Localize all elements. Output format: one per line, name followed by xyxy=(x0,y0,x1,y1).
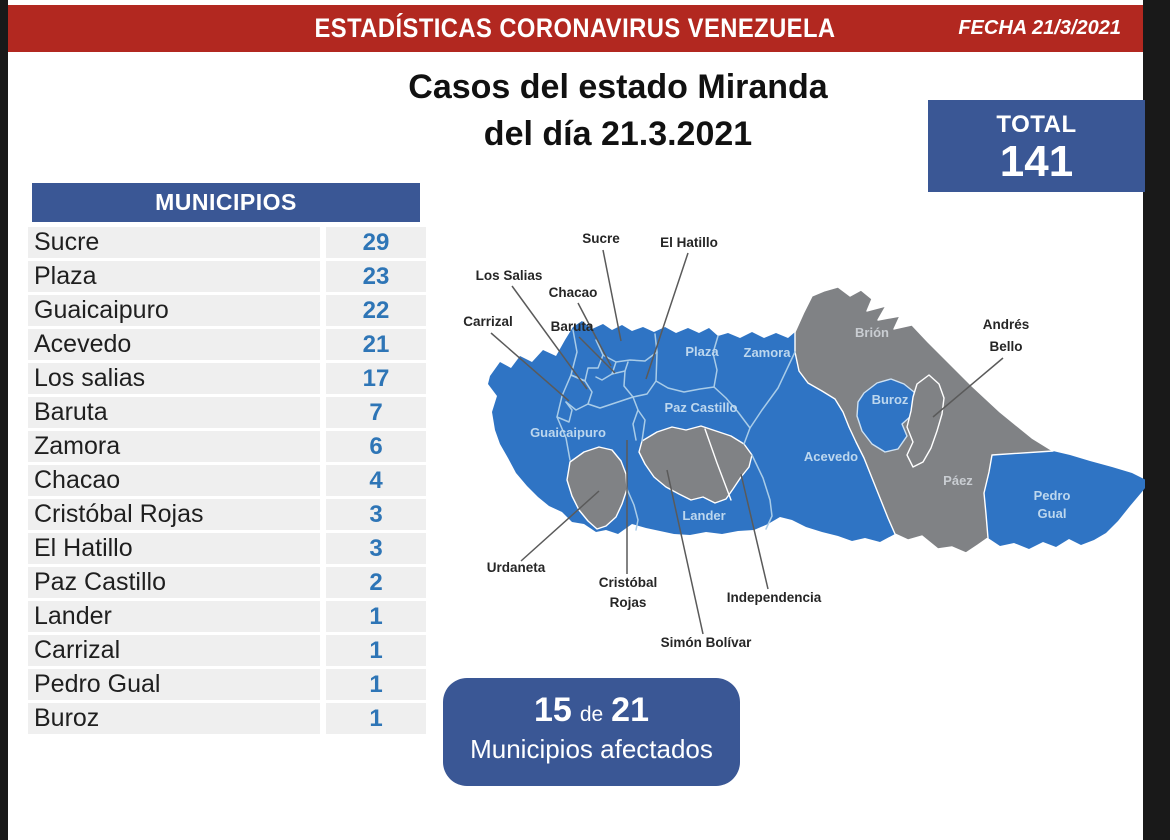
map-label-simon-bolivar: Simón Bolívar xyxy=(660,635,752,650)
table-row xyxy=(28,533,428,564)
map-label-lander: Lander xyxy=(682,508,726,523)
screen-edge-left xyxy=(0,0,8,840)
row-name: Paz Castillo xyxy=(28,567,320,598)
map-label-cristobal: Cristóbal xyxy=(598,575,658,590)
map-label-gual: Gual xyxy=(1037,506,1067,521)
row-value: 6 xyxy=(326,431,426,462)
map-label-independencia: Independencia xyxy=(726,590,822,605)
row-value: 22 xyxy=(326,295,426,326)
municipality-total: 21 xyxy=(611,691,649,729)
map-label-paz-castillo: Paz Castillo xyxy=(664,400,738,415)
municipios-table xyxy=(28,227,428,737)
row-value: 21 xyxy=(326,329,426,360)
row-value: 2 xyxy=(326,567,426,598)
row-name: Los salias xyxy=(28,363,320,394)
row-name: Lander xyxy=(28,601,320,632)
map-label-chacao: Chacao xyxy=(548,285,598,300)
map-label-guaicaipuro: Guaicaipuro xyxy=(530,425,606,440)
row-name: Zamora xyxy=(28,431,320,462)
row-name: Baruta xyxy=(28,397,320,428)
map-label-zamora: Zamora xyxy=(743,345,791,360)
total-label: TOTAL xyxy=(996,111,1077,138)
table-header: MUNICIPIOS xyxy=(32,183,420,222)
row-value: 1 xyxy=(326,703,426,734)
map-label-buroz: Buroz xyxy=(871,392,909,407)
row-value: 4 xyxy=(326,465,426,496)
header-title: ESTADÍSTICAS CORONAVIRUS VENEZUELA xyxy=(314,13,836,43)
map-label-rojas: Rojas xyxy=(609,595,647,610)
map-label-plaza: Plaza xyxy=(685,344,719,359)
row-name: Acevedo xyxy=(28,329,320,360)
row-value: 17 xyxy=(326,363,426,394)
page-title-line2: del día 21.3.2021 xyxy=(483,115,753,153)
row-value: 29 xyxy=(326,227,426,258)
map-label-brion: Brión xyxy=(855,325,889,340)
row-name: Buroz xyxy=(28,703,320,734)
table-row xyxy=(28,227,428,258)
map-label-bello: Bello xyxy=(989,339,1023,354)
page-title xyxy=(398,64,838,158)
table-row xyxy=(28,601,428,632)
map-label-los-salias: Los Salias xyxy=(475,268,543,283)
table-row xyxy=(28,295,428,326)
table-row xyxy=(28,261,428,292)
table-row xyxy=(28,465,428,496)
map-label-urdaneta: Urdaneta xyxy=(486,560,546,575)
row-value: 3 xyxy=(326,533,426,564)
miranda-map xyxy=(440,230,1145,660)
row-value: 1 xyxy=(326,601,426,632)
affected-connector: de xyxy=(579,703,604,726)
row-name: Sucre xyxy=(28,227,320,258)
row-name: El Hatillo xyxy=(28,533,320,564)
row-value: 23 xyxy=(326,261,426,292)
affected-summary-box xyxy=(443,678,740,786)
map-label-acevedo: Acevedo xyxy=(803,449,859,464)
page-title-line1: Casos del estado Miranda xyxy=(408,68,828,106)
map-label-pedro: Pedro xyxy=(1033,488,1071,503)
row-value: 7 xyxy=(326,397,426,428)
map-label-paez: Páez xyxy=(943,473,973,488)
row-name: Chacao xyxy=(28,465,320,496)
map-label-carrizal: Carrizal xyxy=(463,314,513,329)
table-row xyxy=(28,363,428,394)
screen-edge-right xyxy=(1143,0,1170,840)
affected-caption: Municipios afectados xyxy=(470,734,713,764)
header-date: FECHA 21/3/2021 xyxy=(958,17,1121,39)
row-name: Plaza xyxy=(28,261,320,292)
row-name: Carrizal xyxy=(28,635,320,666)
row-name: Cristóbal Rojas xyxy=(28,499,320,530)
table-row xyxy=(28,397,428,428)
table-row xyxy=(28,499,428,530)
map-label-sucre: Sucre xyxy=(582,231,620,246)
table-row xyxy=(28,431,428,462)
total-box xyxy=(928,100,1145,192)
map-label-andres: Andrés xyxy=(982,317,1030,332)
row-name: Guaicaipuro xyxy=(28,295,320,326)
table-row xyxy=(28,329,428,360)
row-value: 3 xyxy=(326,499,426,530)
total-value: 141 xyxy=(999,137,1074,186)
table-row xyxy=(28,669,428,700)
map-label-baruta: Baruta xyxy=(550,319,594,334)
affected-count: 15 xyxy=(533,691,572,729)
header-bar xyxy=(8,5,1143,52)
table-row xyxy=(28,567,428,598)
table-row xyxy=(28,635,428,666)
table-row xyxy=(28,703,428,734)
row-name: Pedro Gual xyxy=(28,669,320,700)
map-label-el-hatillo: El Hatillo xyxy=(660,235,718,250)
row-value: 1 xyxy=(326,635,426,666)
row-value: 1 xyxy=(326,669,426,700)
affected-count-line xyxy=(443,691,740,730)
